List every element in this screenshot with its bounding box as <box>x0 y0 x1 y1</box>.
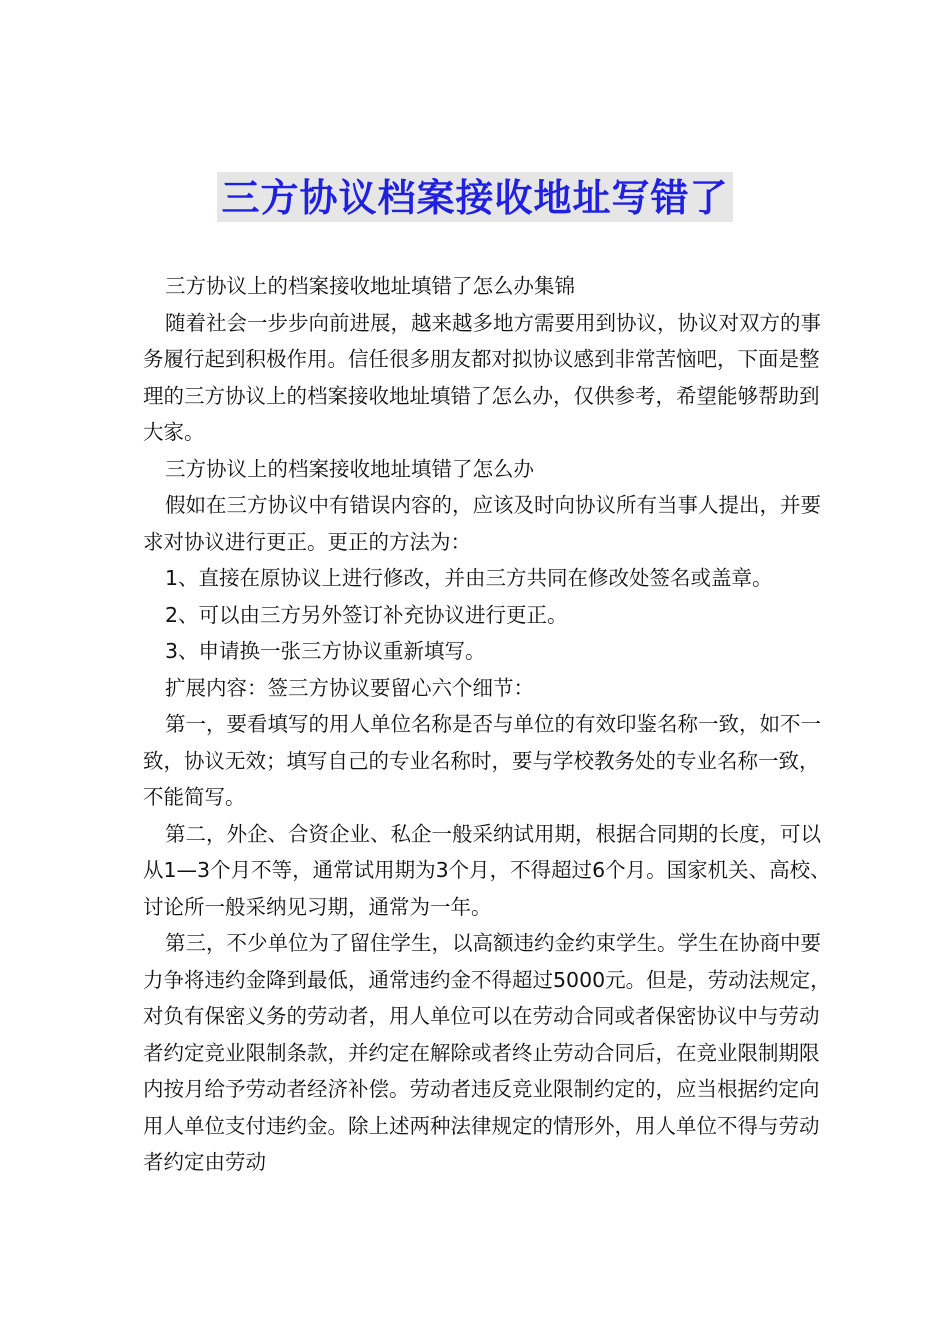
title-container <box>0 172 950 222</box>
paragraph-subtitle: 三方协议上的档案接收地址填错了怎么办集锦 <box>165 274 575 298</box>
paragraph-heading: 三方协议上的档案接收地址填错了怎么办 <box>165 456 534 481</box>
paragraph-intro: 随着社会一步步向前进展，越来越多地方需要用到协议，协议对双方的事务履行起到积极作用。信任很多朋友都对拟协议感到非常苦恼吧，下面是整理的三方协议上的档案接收地址填错了怎么办，仅供参考，希望能够帮助到大家。 <box>143 310 821 444</box>
paragraph-correction: 假如在三方协议中有错误内容的，应该及时向协议所有当事人提出，并要求对协议进行更正。更正的方法为： <box>143 493 821 554</box>
list-item-1: 1、直接在原协议上进行修改，并由三方共同在修改处签名或盖章。 <box>165 566 773 590</box>
paragraph-first: 第一，要看填写的用人单位名称是否与单位的有效印鉴名称一致，如不一致，协议无效；填写自己的专业名称时，要与学校教务处的专业名称一致，不能简写。 <box>143 712 821 809</box>
paragraph-second: 第二，外企、合资企业、私企一般采纳试用期，根据合同期的长度，可以从1—3个月不等，通常试用期为3个月，不得超过6个月。国家机关、高校、讨论所一般采纳见习期，通常为一年。 <box>143 821 831 919</box>
paragraph-extension: 扩展内容：签三方协议要留心六个细节： <box>165 675 534 700</box>
list-item-2: 2、可以由三方另外签订补充协议进行更正。 <box>165 602 568 627</box>
document-title: 三方协议档案接收地址写错了 <box>217 172 732 222</box>
list-item-3: 3、申请换一张三方协议重新填写。 <box>165 639 486 663</box>
document-body <box>143 268 833 1181</box>
paragraph-third: 第三，不少单位为了留住学生，以高额违约金约束学生。学生在协商中要力争将违约金降到最低，通常违约金不得超过5000元。但是，劳动法规定，对负有保密义务的劳动者，用人单位可以在劳动合同或者保密协议中与劳动者约定竞业限制条款，并约定在解除或者终止劳动合同后，在竞业限制期限内按月给予劳动者经济补偿。劳动者违反竞业限制约定的，应当根据约定向用人单位支付违约金。除上述两种法律规定的情形外，用人单位不得与劳动者约定由劳动 <box>143 931 831 1174</box>
